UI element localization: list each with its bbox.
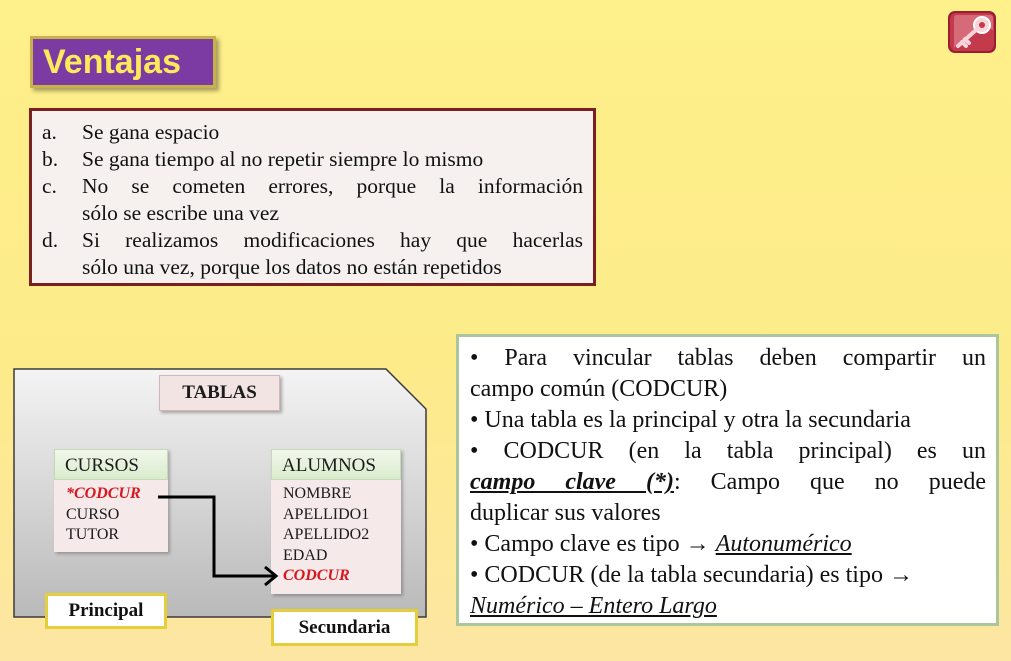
advantages-list [29, 108, 596, 286]
secondary-label: Secundaria [271, 609, 418, 646]
table-field: APELLIDO1 [283, 505, 370, 523]
info-box: • Para vincular tablas deben compartir un campo común (CODCUR) • Una tabla es la principal y otra la secundaria • CODCUR (en la tabla principal) es un campo clave (*): Campo que no puede duplicar sus valores • Campo clave es tipo → Autonumérico • CODCUR (de la tabla secundaria) es tipo → Numérico – Entero Largo [456, 334, 999, 626]
primary-label: Principal [45, 593, 167, 629]
primary-key-field: *CODCUR [66, 485, 141, 502]
list-item: a. Se gana espacio [42, 120, 220, 144]
info-bullet: • CODCUR (de la tabla secundaria) es tipo → [470, 562, 913, 588]
access-key-icon [946, 8, 1000, 56]
info-bullet: • Una tabla es la principal y otra la secundaria [470, 407, 911, 433]
list-item: b. Se gana tiempo al no repetir siempre lo mismo [42, 147, 484, 171]
secondary-table-name: ALUMNOS [271, 449, 401, 480]
foreign-key-field: CODCUR [283, 567, 350, 584]
table-field: TUTOR [66, 526, 120, 543]
table-field: CURSO [66, 505, 120, 523]
list-item: d. Si realizamos modificaciones hay que hacerlas [42, 228, 583, 252]
info-bullet: • Campo clave es tipo → Autonumérico [470, 531, 852, 557]
table-field: APELLIDO2 [283, 526, 370, 543]
table-field: EDAD [283, 546, 328, 564]
table-field: NOMBRE [283, 485, 352, 502]
primary-table-name: CURSOS [54, 449, 168, 480]
tables-diagram [12, 366, 428, 620]
info-key-line: campo clave (*): Campo que no puede [470, 469, 986, 495]
info-bullet: • CODCUR (en la tabla principal) es un [470, 438, 986, 464]
numeric-type: Numérico – Entero Largo [470, 593, 717, 619]
tables-header-tag: TABLAS [159, 375, 280, 411]
list-item-continuation: sólo se escribe una vez [82, 201, 280, 225]
slide-title-box [30, 36, 216, 88]
autonumeric-type: Autonumérico [715, 531, 852, 557]
primary-table [54, 449, 168, 552]
secondary-table [271, 449, 401, 594]
slide-title: Ventajas [43, 42, 181, 81]
list-item: c. No se cometen errores, porque la información [42, 174, 583, 198]
list-item-continuation: sólo una vez, porque los datos no están repetidos [82, 255, 502, 279]
key-term: campo clave (*) [470, 469, 674, 495]
info-bullet: • Para vincular tablas deben compartir un [470, 345, 986, 371]
